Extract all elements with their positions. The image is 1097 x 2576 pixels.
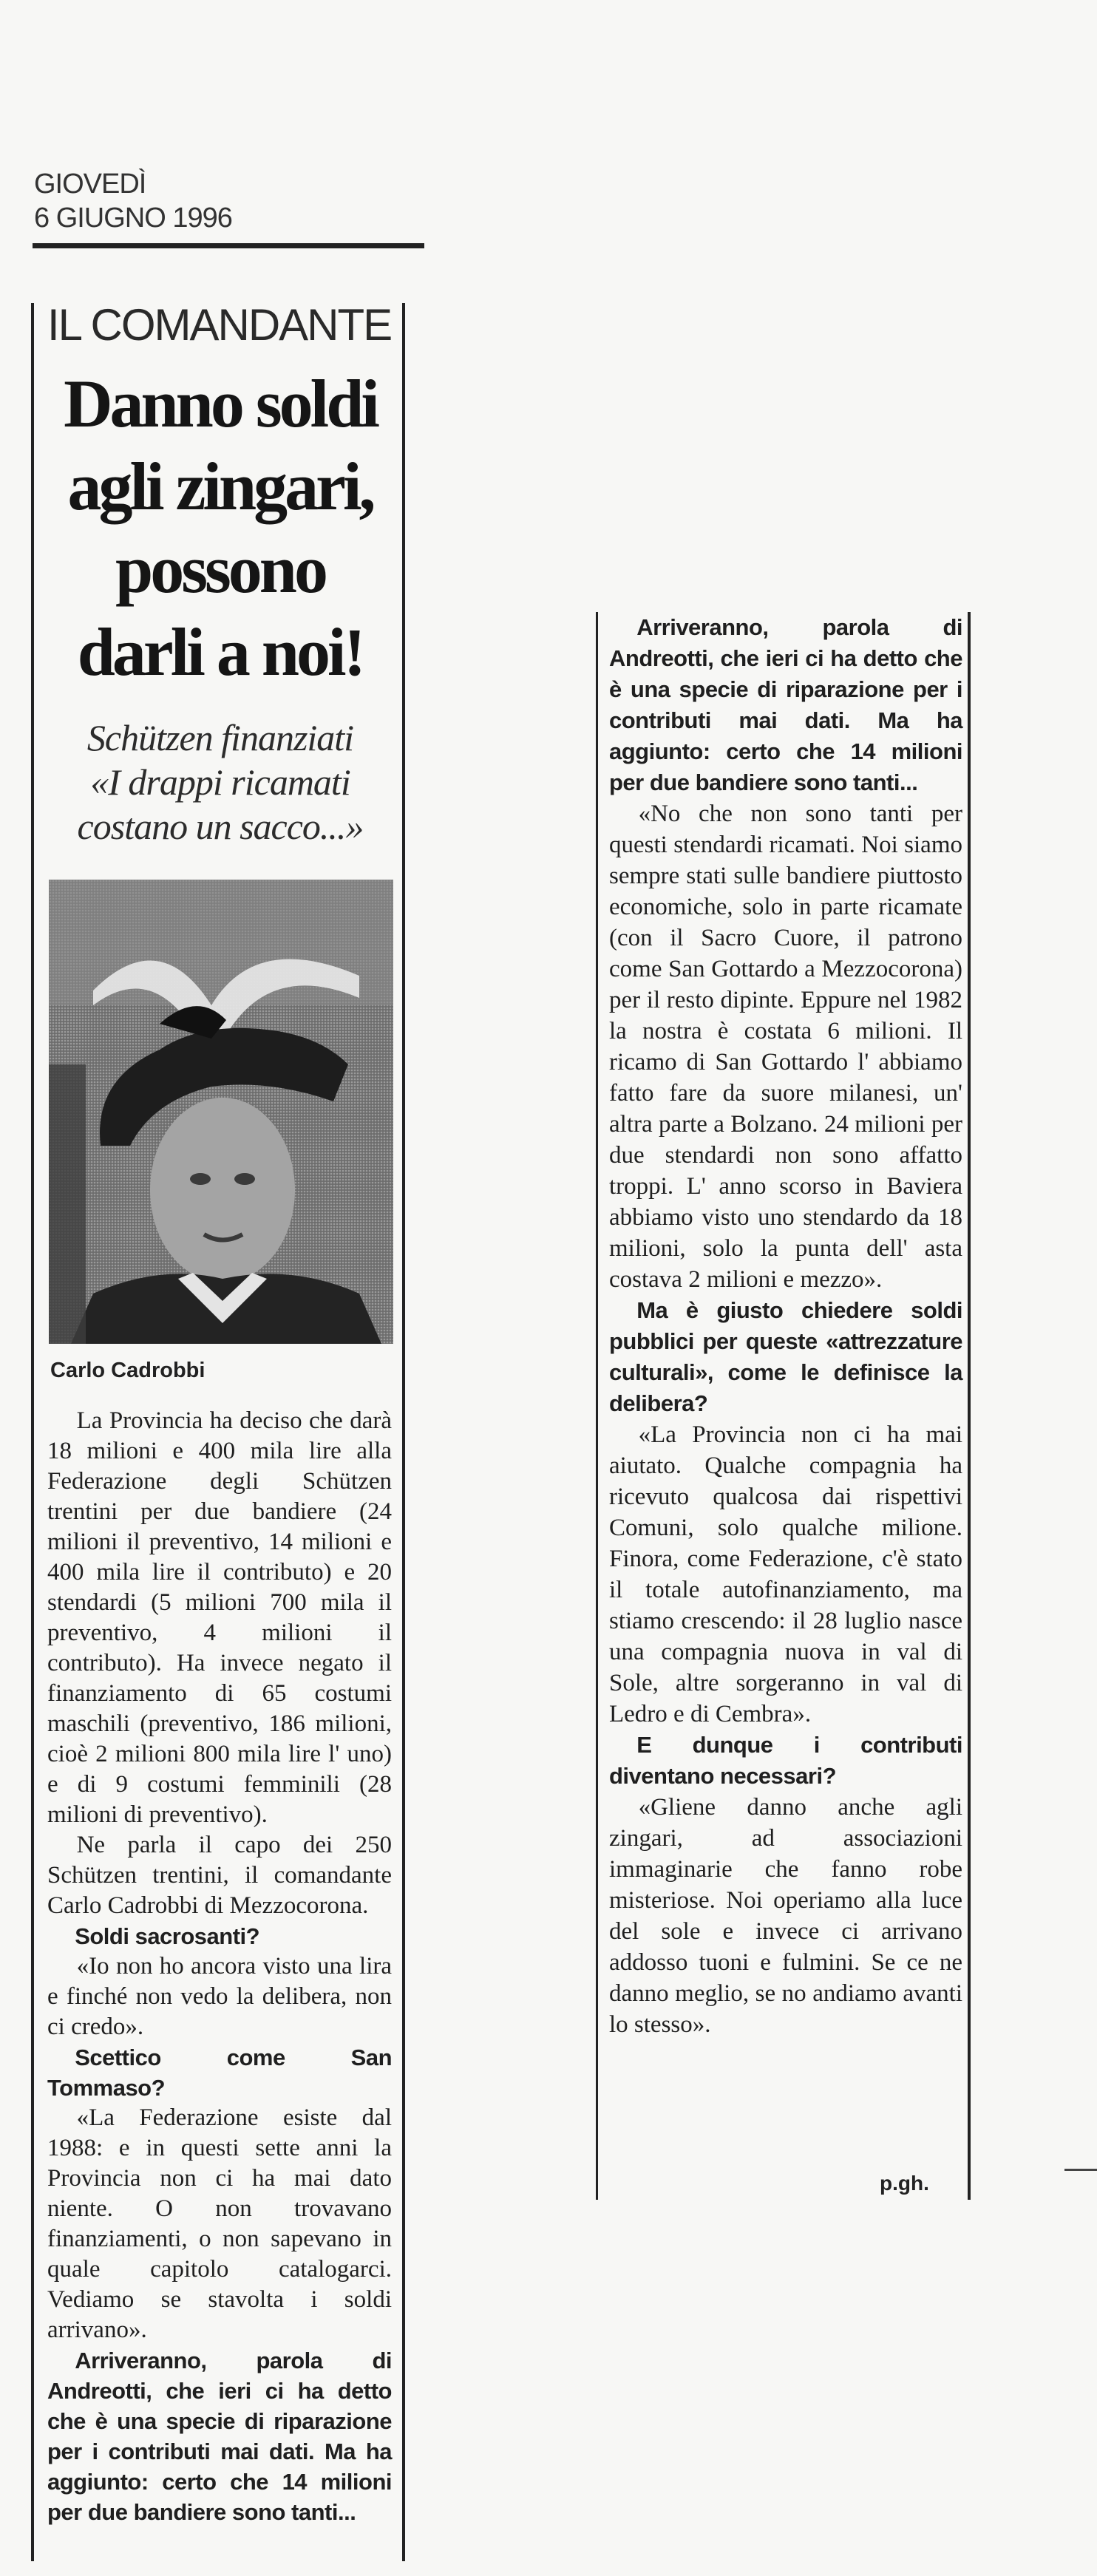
- interview-question: E dunque i contributi diventano necessari?: [609, 1732, 962, 1789]
- body-paragraph: «No che non sono tanti per questi stendardi ricamati. Noi siamo sempre stati sulle bandiere piuttosto economiche, solo in parte ricamate (con il Sacro Cuore, il patrono come San Gottardo a Mezzocorona) per il resto dipinte. Eppure nel 1982 la nostra è costata 6 milioni. Il ricamo di San Gottardo l' abbiamo fatto fare da suore milanesi, un' altra parte a Bolzano. 24 milioni per due stendardi non sono affatto troppi. L' anno scorso in Baviera abbiamo visto uno stendardo da 18 milioni, solo la punta dell' asta costava 2 milioni e mezzo».: [609, 801, 962, 1293]
- body-paragraph: «Gliene danno anche agli zingari, ad associazioni immaginarie che fanno robe misteriose. Noi operiamo alla luce del sole e invece ci arrivano addosso tuoni e fulmini. Se ce ne danno meglio, se no andiamo avanti lo stesso».: [609, 1794, 962, 2038]
- column-rule-middle: [402, 303, 405, 2561]
- interview-question: Scettico come San Tommaso?: [47, 2045, 392, 2101]
- interview-question: Arriveranno, parola di Andreotti, che ieri ci ha detto che è una specie di riparazione per i contributi mai dati. Ma ha aggiunto: certo che 14 milioni per due bandiere sono tanti...: [609, 614, 962, 795]
- headline-line: possono: [115, 531, 325, 607]
- subhead-line: costano un sacco...»: [77, 806, 364, 847]
- headline-line: Danno soldi: [64, 366, 377, 441]
- headline-line: agli zingari,: [67, 449, 373, 524]
- publication-date: [34, 167, 232, 235]
- column-rule-right-inner: [596, 612, 598, 2200]
- date-full: 6 GIUGNO 1996: [34, 203, 232, 234]
- author-signature: p.gh.: [880, 2172, 929, 2195]
- portrait-photo: [49, 880, 393, 1344]
- portrait-photo-image: [49, 880, 393, 1344]
- article-body-left-column: [47, 1406, 392, 2527]
- article-subhead: [43, 716, 398, 849]
- body-paragraph: «Io non ho ancora visto una lira e finché non vedo la delibera, non ci credo».: [47, 1953, 392, 2040]
- photo-caption: Carlo Cadrobbi: [50, 1359, 206, 1382]
- article-headline: [43, 362, 398, 693]
- interview-question: Arriveranno, parola di Andreotti, che ieri ci ha detto che è una specie di riparazione per i contributi mai dati. Ma ha aggiunto: certo che 14 milioni per due bandiere sono tanti...: [47, 2348, 392, 2525]
- article-body-right-column: [609, 612, 962, 2040]
- subhead-line: Schützen finanziati: [86, 717, 354, 758]
- subhead-line: «I drappi ricamati: [90, 761, 350, 803]
- headline-line: darli a noi!: [77, 614, 364, 690]
- column-rule-left: [31, 303, 34, 2561]
- column-rule-right-outer: [968, 612, 971, 2200]
- body-paragraph: Ne parla il capo dei 250 Schützen trentini, il comandante Carlo Cadrobbi di Mezzocorona.: [47, 1832, 392, 1919]
- body-paragraph: La Provincia ha deciso che darà 18 milioni e 400 mila lire alla Federazione degli Schützen trentini per due bandiere (24 milioni il preventivo, 14 milioni e 400 mila lire il contributo) e 20 stendardi (5 milioni 700 mila il preventivo, 4 milioni il contributo). Ha invece negato il finanziamento di 65 costumi maschili (preventivo, 186 milioni, cioè 2 milioni 800 mila lire l' uno) e di 9 costumi femminili (28 milioni di preventivo).: [47, 1407, 392, 1828]
- interview-question: Ma è giusto chiedere soldi pubblici per queste «attrezzature culturali», come le definisce la delibera?: [609, 1297, 962, 1416]
- body-paragraph: «La Provincia non ci ha mai aiutato. Qualche compagnia ha ricevuto qualcosa dai rispettivi Comuni, solo qualche milione. Finora, come Federazione, c'è stato il totale autofinanziamento, ma stiamo crescendo: il 28 luglio nasce una compagnia nuova in val di Sole, altre sorgeranno in val di Ledro e di Cembra».: [609, 1421, 962, 1727]
- date-weekday: GIOVEDÌ: [34, 169, 146, 200]
- body-paragraph: «La Federazione esiste dal 1988: e in questi sette anni la Provincia non ci ha mai dato niente. O non trovavano finanziamenti, o non sapevano in quale capitolo catalogarci. Vediamo se stavolta i soldi arrivano».: [47, 2104, 392, 2343]
- page-edge-rule: [1064, 2169, 1097, 2171]
- interview-question: Soldi sacrosanti?: [75, 1923, 260, 1949]
- date-rule: [33, 243, 424, 248]
- article-kicker: IL COMANDANTE: [47, 300, 392, 350]
